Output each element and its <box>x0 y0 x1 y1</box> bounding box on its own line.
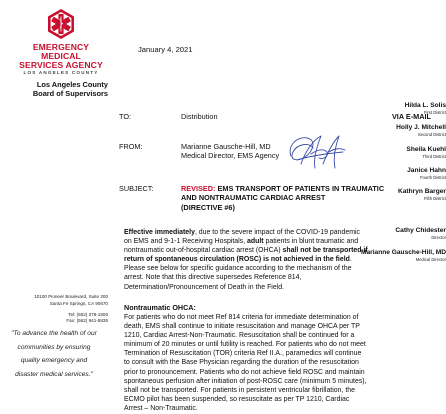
para-text: , due to the severe impact of the COVID-19 pandemic <box>194 229 360 236</box>
para-line: minimum of 20 minutes or until futility is reached. For patients who do not meet <box>124 341 366 349</box>
directive-paragraph <box>124 228 442 292</box>
para-line: shall not be transported. For patients in persistent ventricular fibrillation, the <box>124 386 355 394</box>
subject-title: EMS TRANSPORT OF PATIENTS IN TRAUMATIC <box>215 184 385 193</box>
supervisor-district: Third District <box>422 154 446 159</box>
para-text: on EMS and 9-1-1 Receiving Hospitals, <box>124 238 248 246</box>
ohca-paragraph <box>124 313 442 413</box>
para-line: to consult with the Base Physician regarding the duration of the resuscitation <box>124 359 359 367</box>
para-line <box>124 246 442 255</box>
para-line: 1210, Cardiac Arrest-Non-Traumatic. Resuscitation shall be continued for a <box>124 332 355 340</box>
county-name: Los Angeles County <box>36 80 108 89</box>
ohca-heading: Nontraumatic OHCA: <box>124 303 196 312</box>
para-line: death, EMS shall continue to initiate resuscitation and manage OHCA per TP <box>124 323 360 331</box>
staff-title: Director <box>431 235 446 240</box>
star-of-life-icon <box>45 8 77 40</box>
from-label: FROM: <box>119 142 143 151</box>
address-street: 10100 Pioneer Boulevard, Suite 200 <box>34 294 108 299</box>
supervisor-name: Kathryn Barger <box>397 188 446 195</box>
para-line <box>124 228 442 237</box>
para-bold: return of spontaneous circulation (ROSC) is not achieved in the field <box>124 256 350 264</box>
para-line <box>124 255 442 264</box>
para-text: patients in blunt traumatic and <box>263 238 359 246</box>
para-line: Please see below for specific guidance according to the mechanism of the <box>124 265 352 273</box>
para-line: For patients who do not meet Ref 814 criteria for immediate determination of <box>124 314 359 321</box>
from-title: Medical Director, EMS Agency <box>181 151 280 160</box>
supervisor-name: Sheila Kuehl <box>406 146 446 153</box>
para-text: nontraumatic out-of-hospital cardiac arrest (OHCA) <box>124 247 283 255</box>
supervisor-district: First District <box>423 110 446 115</box>
address-city: Santa Fe Springs, CA 90670 <box>49 300 108 306</box>
supervisor-4 <box>338 167 446 180</box>
para-line: Arrest – Non-Traumatic. <box>124 404 198 412</box>
from-name: Marianne Gausche-Hill, MD <box>181 142 271 151</box>
subject-value <box>181 184 384 212</box>
motto-line: "To advance the health of our <box>11 330 97 337</box>
memo-date: January 4, 2021 <box>138 45 193 54</box>
para-line: arrest. Note that this directive supersedes Reference 814, <box>124 274 302 282</box>
subject-line-1 <box>181 184 384 193</box>
via-email: VIA E-MAIL <box>391 112 431 121</box>
signature <box>283 130 349 175</box>
agency-name <box>13 43 109 76</box>
para-line: prior to pronouncement. Patients who do not achieve field ROSC and maintain <box>124 368 365 376</box>
supervisor-name: Hilda L. Solis <box>404 102 446 109</box>
address-fax: Fax: (562) 941-5835 <box>66 318 108 324</box>
supervisor-name: Janice Hahn <box>407 167 446 174</box>
board-title: Board of Supervisors <box>32 89 108 98</box>
to-label: TO: <box>119 112 132 121</box>
para-line: spontaneous perfusion after initiation of post-ROSC care (minimum 5 minutes), <box>124 377 367 385</box>
para-line: Determination/Pronouncement of Death in the Field. <box>124 283 285 291</box>
para-bold: shall not be transported if <box>282 247 368 255</box>
revised-tag: REVISED: <box>181 184 216 193</box>
supervisor-2 <box>338 124 446 137</box>
agency-address <box>0 294 108 325</box>
address-tel: Tel: (562) 378-1500 <box>68 311 108 317</box>
supervisor-district: Fourth District <box>419 175 446 180</box>
supervisor-district: Second District <box>417 132 446 137</box>
staff-name: Cathy Chidester <box>395 227 446 234</box>
staff-title: Medical Director <box>415 257 446 262</box>
para-text: . <box>349 256 352 264</box>
subject-label: SUBJECT: <box>119 184 154 193</box>
to-value: Distribution <box>181 112 218 121</box>
staff-name: Marianne Gausche-Hill, MD <box>360 249 446 256</box>
para-bold: adult <box>247 238 264 246</box>
para-line: Termination of Resuscitation (TOR) criteria Ref II.A., paramedics will continue <box>124 350 362 358</box>
para-line: ECMO pilot has been suspended, so resuscitate as per TP 1210, Cardiac <box>124 395 350 403</box>
supervisor-district: Fifth District <box>423 196 446 201</box>
agency-name-line1: EMERGENCY MEDICAL <box>32 42 90 61</box>
from-value <box>181 142 279 160</box>
motto-line: quality emergency and <box>20 357 88 365</box>
board-of-supervisors <box>0 80 108 98</box>
agency-motto <box>0 327 108 381</box>
supervisor-3 <box>338 146 446 159</box>
subject-line-3: (DIRECTIVE #6) <box>181 202 235 212</box>
motto-line: communities by ensuring <box>17 343 91 351</box>
subject-line-2: AND NONTRAUMATIC CARDIAC ARREST <box>181 193 326 203</box>
effective-immediately: Effective immediately <box>124 229 195 236</box>
para-line <box>124 237 442 246</box>
agency-county: LOS ANGELES COUNTY <box>23 70 99 75</box>
motto-line: disaster medical services." <box>15 370 93 378</box>
supervisor-name: Holly J. Mitchell <box>396 124 446 131</box>
agency-name-line2: SERVICES AGENCY <box>19 60 103 70</box>
